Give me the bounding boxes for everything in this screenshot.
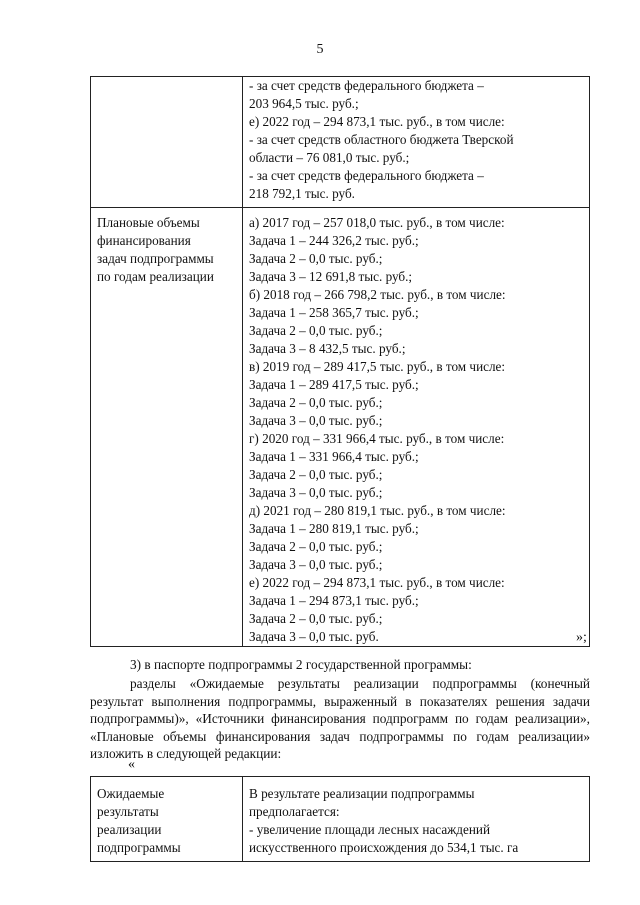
text-line: в) 2019 год – 289 417,5 тыс. руб., в том числе: bbox=[249, 359, 506, 374]
text-line: Задача 2 – 0,0 тыс. руб.; bbox=[249, 251, 383, 266]
text-line: В результате реализации подпрограммы bbox=[249, 786, 475, 801]
table-cell-label-planned-volumes bbox=[91, 208, 243, 647]
table-cell-label-expected-results bbox=[91, 777, 243, 862]
text-line: Задача 3 – 0,0 тыс. руб. bbox=[249, 629, 379, 644]
table-cell-yearly-tasks bbox=[243, 208, 590, 647]
page-number: 5 bbox=[316, 42, 324, 57]
text-line: Задача 3 – 0,0 тыс. руб.; bbox=[249, 413, 383, 428]
text-line: реализации bbox=[97, 822, 162, 837]
text-line: Задача 3 – 0,0 тыс. руб.; bbox=[249, 557, 383, 572]
text-line: Задача 1 – 280 819,1 тыс. руб.; bbox=[249, 521, 419, 536]
text-line: Задача 1 – 331 966,4 тыс. руб.; bbox=[249, 449, 419, 464]
text-line: - за счет средств федерального бюджета – bbox=[249, 168, 484, 183]
text-line: - увеличение площади лесных насаждений bbox=[249, 822, 491, 837]
text-line: Задача 1 – 289 417,5 тыс. руб.; bbox=[249, 377, 419, 392]
closing-quote-mark: »; bbox=[576, 630, 587, 645]
text-line: Плановые объемы bbox=[97, 215, 200, 230]
text-line: Задача 2 – 0,0 тыс. руб.; bbox=[249, 611, 383, 626]
text-line: подпрограммы bbox=[97, 840, 181, 855]
text-line: задач подпрограммы bbox=[97, 251, 214, 266]
text-line: д) 2021 год – 280 819,1 тыс. руб., в том числе: bbox=[249, 503, 506, 518]
table-row bbox=[91, 77, 590, 208]
paragraph-sections: разделы «Ожидаемые результаты реализации подпрограммы (конечный результат выполнения подпрограммы, выраженный в показателях решения задачи подпрограммы)», «Источники финансирования подпрограмм по годам реализации», «Плановые объемы финансирования задач подпрограммы по годам реализации» изложить в следующей редакции: bbox=[90, 676, 590, 761]
text-line: е) 2022 год – 294 873,1 тыс. руб., в том числе: bbox=[249, 575, 505, 590]
text-line: Задача 3 – 0,0 тыс. руб.; bbox=[249, 485, 383, 500]
text-line: по годам реализации bbox=[97, 269, 214, 284]
text-line: Задача 1 – 294 873,1 тыс. руб.; bbox=[249, 593, 419, 608]
financing-table bbox=[90, 76, 590, 647]
table-cell-budget-sources bbox=[243, 77, 590, 208]
text-line: области – 76 081,0 тыс. руб.; bbox=[249, 150, 410, 165]
text-line: искусственного происхождения до 534,1 тыс. га bbox=[249, 840, 519, 855]
text-line: Задача 2 – 0,0 тыс. руб.; bbox=[249, 467, 383, 482]
text-line: результаты bbox=[97, 804, 159, 819]
text-line: Задача 3 – 12 691,8 тыс. руб.; bbox=[249, 269, 413, 284]
text-line: - за счет средств федерального бюджета – bbox=[249, 78, 484, 93]
table-cell-expected-results bbox=[243, 777, 590, 862]
table-cell-empty-label bbox=[91, 77, 243, 208]
expected-results-table bbox=[90, 776, 590, 862]
text-line: 218 792,1 тыс. руб. bbox=[249, 186, 355, 201]
paragraph-item-3: 3) в паспорте подпрограммы 2 государственной программы: bbox=[130, 657, 472, 672]
text-line: Задача 2 – 0,0 тыс. руб.; bbox=[249, 323, 383, 338]
text-line: е) 2022 год – 294 873,1 тыс. руб., в том числе: bbox=[249, 114, 505, 129]
opening-quote-mark: « bbox=[128, 757, 135, 772]
text-line: б) 2018 год – 266 798,2 тыс. руб., в том числе: bbox=[249, 287, 506, 302]
text-line: Задача 3 – 8 432,5 тыс. руб.; bbox=[249, 341, 406, 356]
text-line: Задача 1 – 258 365,7 тыс. руб.; bbox=[249, 305, 419, 320]
text-line: г) 2020 год – 331 966,4 тыс. руб., в том числе: bbox=[249, 431, 505, 446]
text-line: Задача 2 – 0,0 тыс. руб.; bbox=[249, 395, 383, 410]
text-line: Задача 2 – 0,0 тыс. руб.; bbox=[249, 539, 383, 554]
text-line: Ожидаемые bbox=[97, 786, 165, 801]
text-line: финансирования bbox=[97, 233, 191, 248]
text-line: Задача 1 – 244 326,2 тыс. руб.; bbox=[249, 233, 419, 248]
text-line: а) 2017 год – 257 018,0 тыс. руб., в том числе: bbox=[249, 215, 505, 230]
table-row bbox=[91, 777, 590, 862]
text-line: предполагается: bbox=[249, 804, 340, 819]
text-line: 203 964,5 тыс. руб.; bbox=[249, 96, 359, 111]
text-line: - за счет средств областного бюджета Тверской bbox=[249, 132, 514, 147]
table-row bbox=[91, 208, 590, 647]
